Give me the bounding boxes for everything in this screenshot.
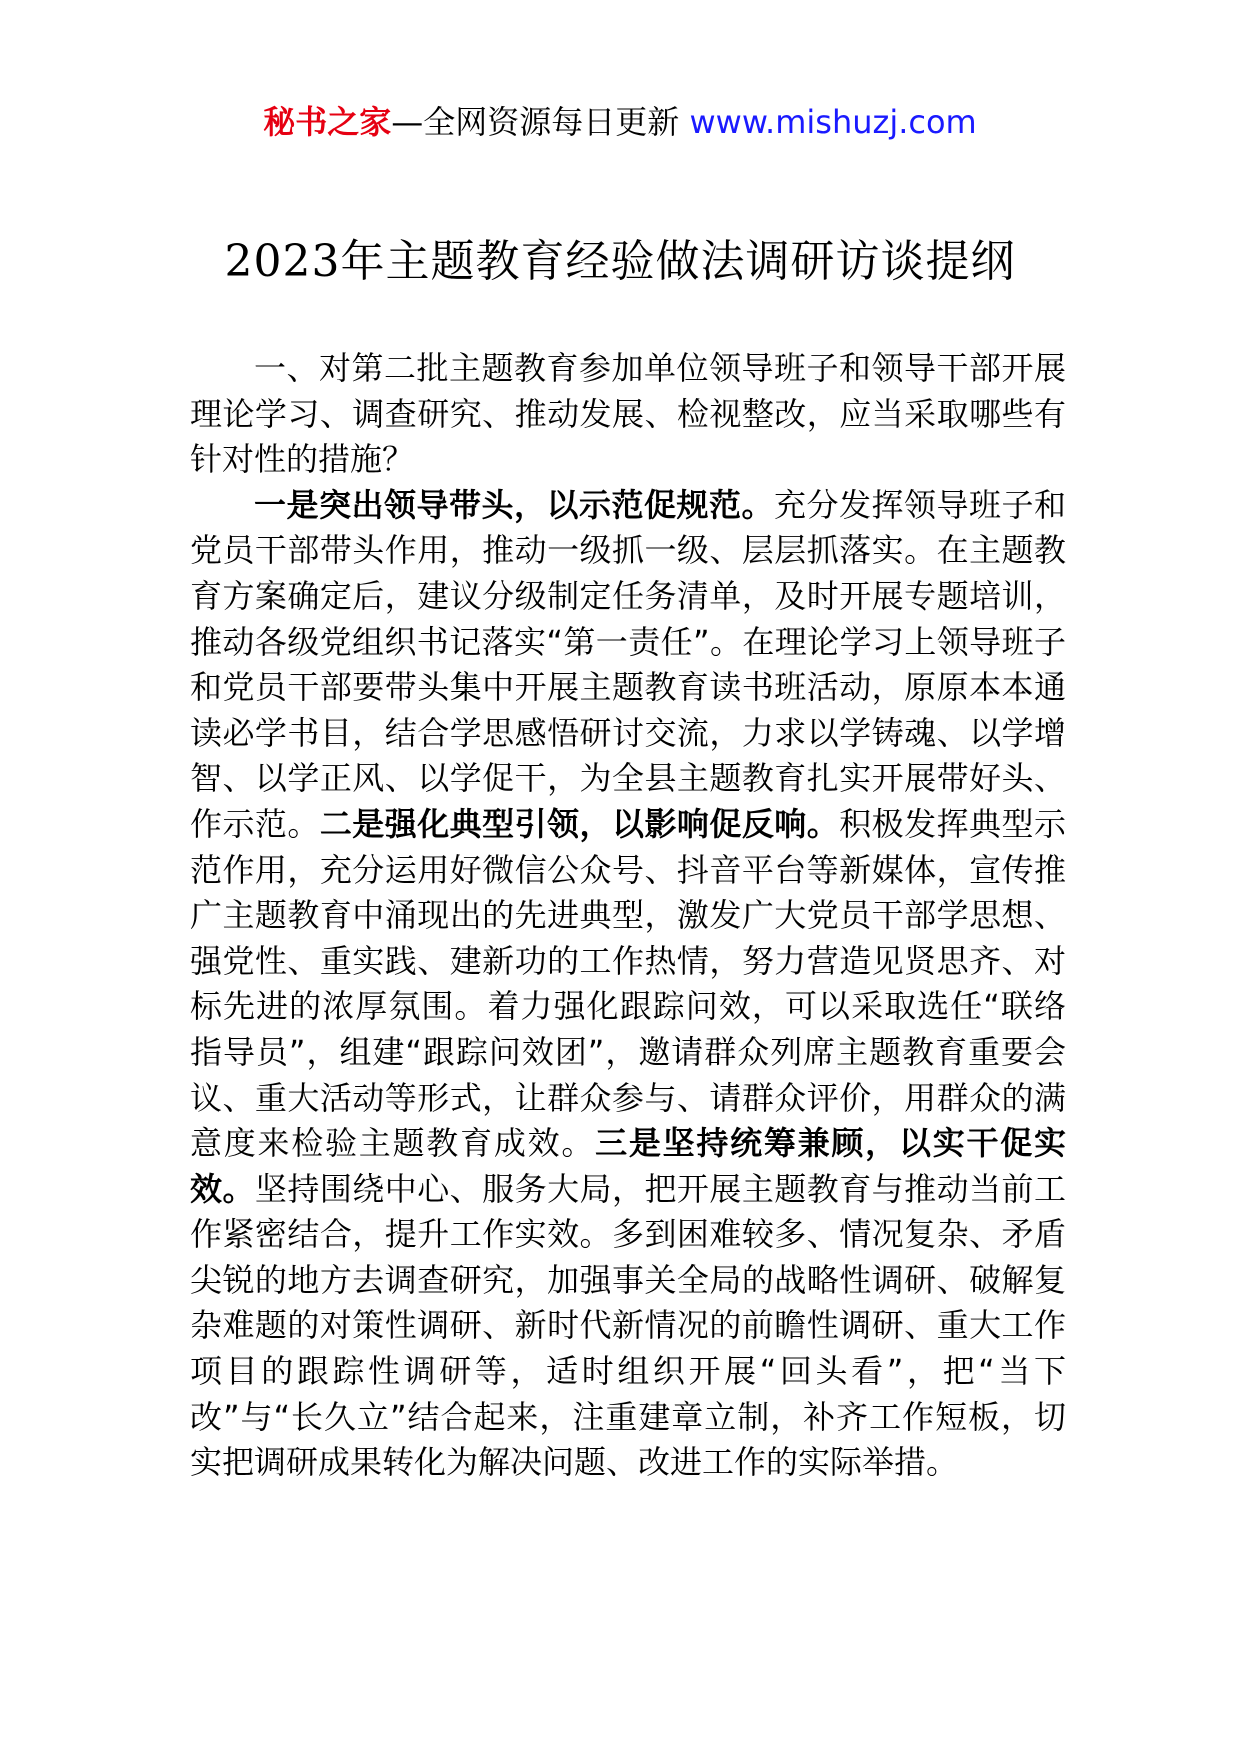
point3-heading: 三是坚持统筹兼顾，以实干促实效。: [190, 1124, 1066, 1208]
document-body: [190, 346, 1066, 1486]
question-paragraph: 一、对第二批主题教育参加单位领导班子和领导干部开展理论学习、调查研究、推动发展、检视整改，应当采取哪些有针对性的措施？: [190, 349, 1066, 479]
point2-heading: 二是强化典型引领，以影响促反响。: [319, 804, 840, 843]
point1-text: 充分发挥领导班子和党员干部带头作用，推动一级抓一级、层层抓落实。在主题教育方案确定后，建议分级制定任务清单，及时开展专题培训，推动各级党组织书记落实“第一责任”。在理论学习上领导班子和党员干部要带头集中开展主题教育读书班活动，原原本本通读必学书目，结合学思感悟研讨交流，力求以学铸魂、以学增智、以学正风、以学促干，为全县主题教育扎实开展带好头、作示范。: [190, 485, 1066, 843]
brand-name: 秘书之家: [263, 103, 392, 141]
document-title: 2023年主题教育经验做法调研访谈提纲: [224, 236, 1016, 287]
point2-text: 积极发挥典型示范作用，充分运用好微信公众号、抖音平台等新媒体，宣传推广主题教育中涌现出的先进典型，激发广大党员干部学思想、强党性、重实践、建新功的工作热情，努力营造见贤思齐、对标先进的浓厚氛围。着力强化跟踪问效，可以采取选任“联络指导员”，组建“跟踪问效团”，邀请群众列席主题教育重要会议、重大活动等形式，让群众参与、请群众评价，用群众的满意度来检验主题教育成效。: [190, 804, 1066, 1163]
point1-heading: 一是突出领导带头，以示范促规范。: [254, 485, 774, 524]
site-url-link[interactable]: www.mishuzj.com: [689, 103, 977, 141]
answer-paragraph: [190, 483, 1066, 1486]
header-slogan: —全网资源每日更新: [391, 103, 690, 141]
site-header: [0, 100, 1240, 144]
point3-text: 坚持围绕中心、服务大局，把开展主题教育与推动当前工作紧密结合，提升工作实效。多到困难较多、情况复杂、矛盾尖锐的地方去调查研究，加强事关全局的战略性调研、破解复杂难题的对策性调研、新时代新情况的前瞻性调研、重大工作项目的跟踪性调研等，适时组织开展“回头看”，把“当下改”与“长久立”结合起来，注重建章立制，补齐工作短板，切实把调研成果转化为解决问题、改进工作的实际举措。: [190, 1169, 1066, 1482]
